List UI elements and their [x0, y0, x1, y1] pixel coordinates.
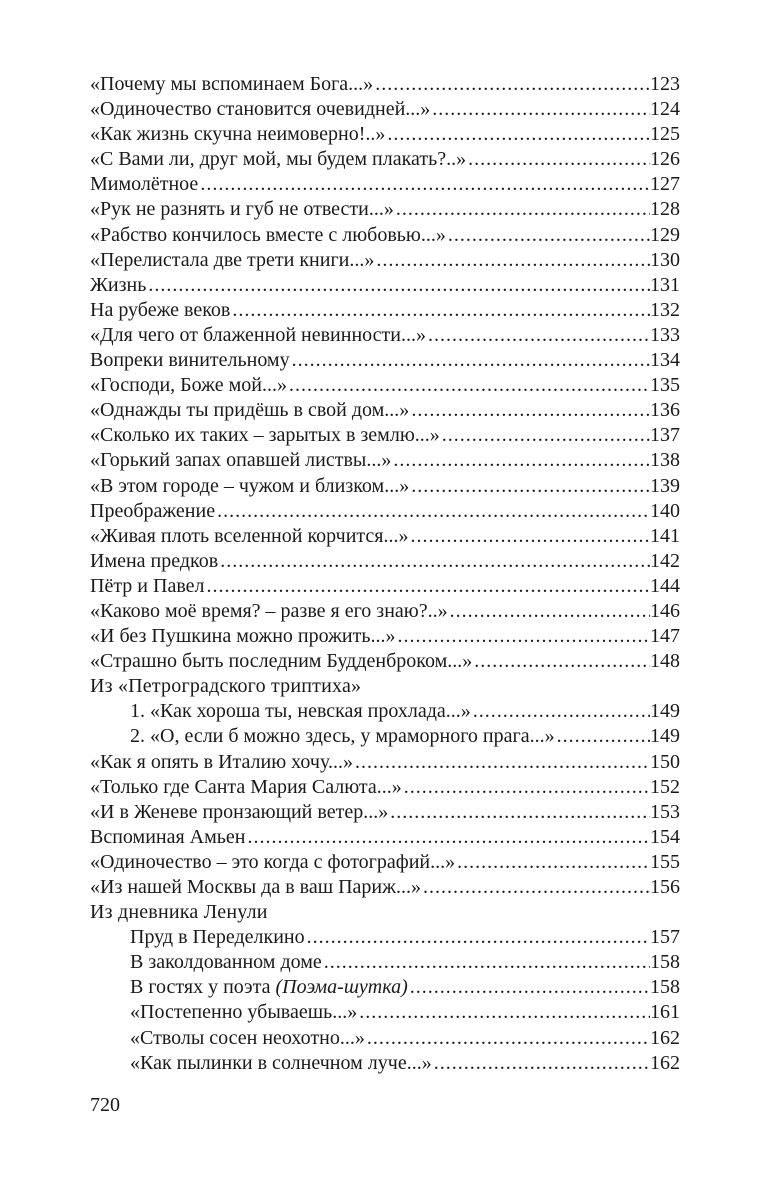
dot-leader — [472, 649, 650, 674]
toc-entry-page: 156 — [650, 876, 680, 898]
toc-entry-page: 138 — [650, 449, 680, 472]
toc-entry-title: Мимолётное — [90, 173, 199, 196]
toc-entry-title: «Из нашей Москвы да в ваш Париж...» — [90, 876, 421, 898]
toc-entry-title: «Каково моё время? – разве я его знаю?..» — [90, 599, 448, 622]
dot-leader — [391, 448, 650, 473]
toc-entry — [90, 925, 680, 950]
toc-entry-subtitle: (Поэма-шутка) — [275, 976, 408, 999]
dot-leader — [402, 775, 650, 800]
toc-entry — [90, 574, 680, 599]
toc-entry-page: 132 — [650, 298, 680, 321]
toc-entry — [90, 248, 680, 273]
toc-entry-page: 148 — [650, 650, 680, 673]
toc-entry-title: «И без Пушкина можно прожить...» — [90, 625, 396, 648]
toc-entry-page: 147 — [650, 625, 680, 648]
toc-entry-page: 162 — [650, 1051, 680, 1074]
dot-leader — [198, 172, 650, 197]
toc-entry — [90, 97, 680, 122]
toc-entry — [90, 1051, 680, 1076]
toc-entry-title: Жизнь — [90, 273, 147, 296]
toc-entry — [90, 323, 680, 348]
toc-entry-title: «Постепенно убываешь...» — [130, 1001, 358, 1024]
toc-section-heading — [90, 900, 680, 925]
toc-entry-page: 130 — [650, 248, 680, 271]
dot-leader — [373, 72, 650, 97]
toc-entry-title: «Как пылинки в солнечном луче...» — [130, 1051, 432, 1074]
toc-entry-title: «Страшно быть последним Будденброком...» — [90, 650, 473, 673]
toc-entry-page: 129 — [650, 223, 680, 246]
toc-entry-title: Из дневника Ленули — [90, 901, 268, 924]
toc-entry — [90, 649, 680, 674]
toc-entry — [90, 298, 680, 323]
dot-leader — [555, 724, 650, 749]
dot-leader — [215, 499, 650, 524]
toc-entry-title: «Стволы сосен неохотно...» — [130, 1026, 365, 1049]
toc-entry — [90, 448, 680, 473]
toc-entry-page: 144 — [650, 574, 680, 597]
dot-leader — [322, 950, 650, 975]
toc-entry — [90, 398, 680, 423]
toc-entry-title: «Сколько их таких – зарытых в землю...» — [90, 424, 440, 447]
toc-entry-title: «Живая плоть вселенной корчится...» — [90, 524, 409, 547]
toc-entry-page: 149 — [650, 725, 680, 748]
toc-entry — [90, 348, 680, 373]
dot-leader — [440, 423, 650, 448]
toc-entry — [90, 699, 680, 724]
toc-entry-title: «Рабство кончилось вместе с любовью...» — [90, 223, 446, 246]
toc-entry-title: Вспоминая Амьен — [90, 825, 246, 848]
dot-leader — [432, 1051, 650, 1076]
toc-entry-page: 152 — [650, 775, 680, 798]
toc-entry-title: Имена предков — [90, 549, 219, 572]
table-of-contents — [90, 72, 680, 1076]
dot-leader — [426, 323, 650, 348]
toc-entry-title: «В этом городе – чужом и близком...» — [90, 474, 410, 497]
toc-entry — [90, 724, 680, 749]
toc-entry-title: Преображение — [90, 499, 216, 522]
dot-leader — [365, 1026, 650, 1051]
toc-entry-page: 142 — [650, 549, 680, 572]
toc-entry — [90, 775, 680, 800]
toc-entry-page: 124 — [650, 98, 680, 121]
dot-leader — [353, 750, 650, 775]
toc-entry-title: 2. «О, если б можно здесь, у мраморного прага...» — [130, 725, 555, 748]
toc-entry-title: Пётр и Павел — [90, 574, 205, 597]
toc-entry-title: «Только где Санта Мария Салюта...» — [90, 775, 402, 798]
toc-entry — [90, 147, 680, 172]
dot-leader — [408, 975, 650, 1000]
toc-entry-title: Из «Петроградского триптиха» — [90, 675, 362, 698]
toc-entry — [90, 875, 680, 900]
toc-entry-page: 158 — [650, 951, 680, 974]
toc-entry-title: «С Вами ли, друг мой, мы будем плакать?..» — [90, 148, 467, 171]
toc-entry-page: 131 — [650, 273, 680, 296]
dot-leader — [146, 273, 650, 298]
toc-entry-page: 155 — [650, 850, 680, 873]
toc-entry-page: 127 — [650, 173, 680, 196]
toc-entry-page: 136 — [650, 399, 680, 422]
dot-leader — [357, 1000, 650, 1025]
toc-entry-title: «Рук не разнять и губ не отвести...» — [90, 198, 394, 221]
toc-entry-title: «Как жизнь скучна неимоверно!..» — [90, 123, 386, 146]
toc-entry-page: 161 — [650, 1001, 680, 1024]
toc-entry — [90, 1026, 680, 1051]
dot-leader — [471, 699, 650, 724]
toc-entry — [90, 223, 680, 248]
dot-leader — [396, 624, 651, 649]
toc-entry — [90, 1000, 680, 1025]
toc-section-heading — [90, 674, 680, 699]
toc-entry — [90, 850, 680, 875]
toc-entry-page: 141 — [650, 524, 680, 547]
dot-leader — [385, 122, 650, 147]
toc-entry-page: 154 — [650, 825, 680, 848]
toc-entry-title: «Для чего от блаженной невинности...» — [90, 323, 426, 346]
toc-entry-title: «Однажды ты придёшь в свой дом...» — [90, 399, 410, 422]
toc-entry — [90, 549, 680, 574]
toc-entry-title: «Господи, Боже мой...» — [90, 374, 287, 397]
toc-entry — [90, 950, 680, 975]
toc-entry-title: «И в Женеве пронзающий ветер...» — [90, 800, 389, 823]
dot-leader — [446, 223, 650, 248]
toc-entry — [90, 599, 680, 624]
dot-leader — [409, 474, 650, 499]
toc-entry — [90, 197, 680, 222]
toc-entry-page: 158 — [650, 976, 680, 999]
toc-entry-page: 133 — [650, 323, 680, 346]
dot-leader — [448, 599, 650, 624]
toc-entry-page: 137 — [650, 424, 680, 447]
dot-leader — [290, 348, 650, 373]
toc-entry — [90, 273, 680, 298]
toc-entry-title: «Перелистала две трети книги...» — [90, 248, 375, 271]
toc-entry-title: Вопреки винительному — [90, 349, 290, 372]
dot-leader — [305, 925, 650, 950]
dot-leader — [205, 574, 650, 599]
toc-entry-page: 150 — [650, 750, 680, 773]
toc-entry — [90, 825, 680, 850]
dot-leader — [287, 373, 650, 398]
toc-entry-title: В заколдованном доме — [130, 951, 322, 974]
toc-entry-page: 153 — [650, 800, 680, 823]
toc-entry — [90, 750, 680, 775]
toc-entry-title: «Одиночество – это когда с фотографий...» — [90, 850, 456, 873]
toc-entry-page: 125 — [650, 123, 680, 146]
toc-entry-page: 135 — [650, 374, 680, 397]
toc-entry — [90, 122, 680, 147]
page-number: 720 — [90, 1094, 120, 1116]
dot-leader — [230, 298, 650, 323]
toc-entry-title: В гостях у поэта — [130, 976, 271, 999]
dot-leader — [409, 398, 650, 423]
toc-entry-page: 139 — [650, 474, 680, 497]
toc-entry — [90, 172, 680, 197]
toc-entry — [90, 975, 680, 1000]
toc-entry — [90, 524, 680, 549]
dot-leader — [388, 800, 650, 825]
toc-entry-title: «Горький запах опавшей листвы...» — [90, 449, 392, 472]
toc-entry-title: Пруд в Переделкино — [130, 926, 305, 949]
toc-entry — [90, 423, 680, 448]
toc-entry-page: 149 — [650, 700, 680, 723]
dot-leader — [374, 248, 650, 273]
toc-entry-title: 1. «Как хороша ты, невская прохлада...» — [130, 700, 471, 723]
toc-entry — [90, 474, 680, 499]
dot-leader — [421, 875, 650, 900]
toc-entry-page: 123 — [650, 73, 680, 95]
toc-entry — [90, 72, 680, 97]
toc-entry-title: «Одиночество становится очевидней...» — [90, 98, 431, 121]
toc-entry-title: «Почему мы вспоминаем Бога...» — [90, 73, 374, 95]
toc-entry-page: 126 — [650, 148, 680, 171]
toc-entry-page: 157 — [650, 926, 680, 949]
toc-entry — [90, 624, 680, 649]
dot-leader — [430, 97, 650, 122]
toc-entry-page: 134 — [650, 349, 680, 372]
toc-entry-page: 128 — [650, 198, 680, 221]
toc-entry — [90, 800, 680, 825]
toc-entry — [90, 373, 680, 398]
toc-entry — [90, 499, 680, 524]
toc-entry-title: «Как я опять в Италию хочу...» — [90, 750, 353, 773]
dot-leader — [455, 850, 650, 875]
dot-leader — [466, 147, 650, 172]
dot-leader — [218, 549, 650, 574]
dot-leader — [245, 825, 650, 850]
toc-entry-page: 140 — [650, 499, 680, 522]
toc-entry-page: 146 — [650, 599, 680, 622]
toc-entry-title: На рубеже веков — [90, 298, 231, 321]
dot-leader — [394, 197, 650, 222]
dot-leader — [408, 524, 650, 549]
toc-entry-page: 162 — [650, 1026, 680, 1049]
